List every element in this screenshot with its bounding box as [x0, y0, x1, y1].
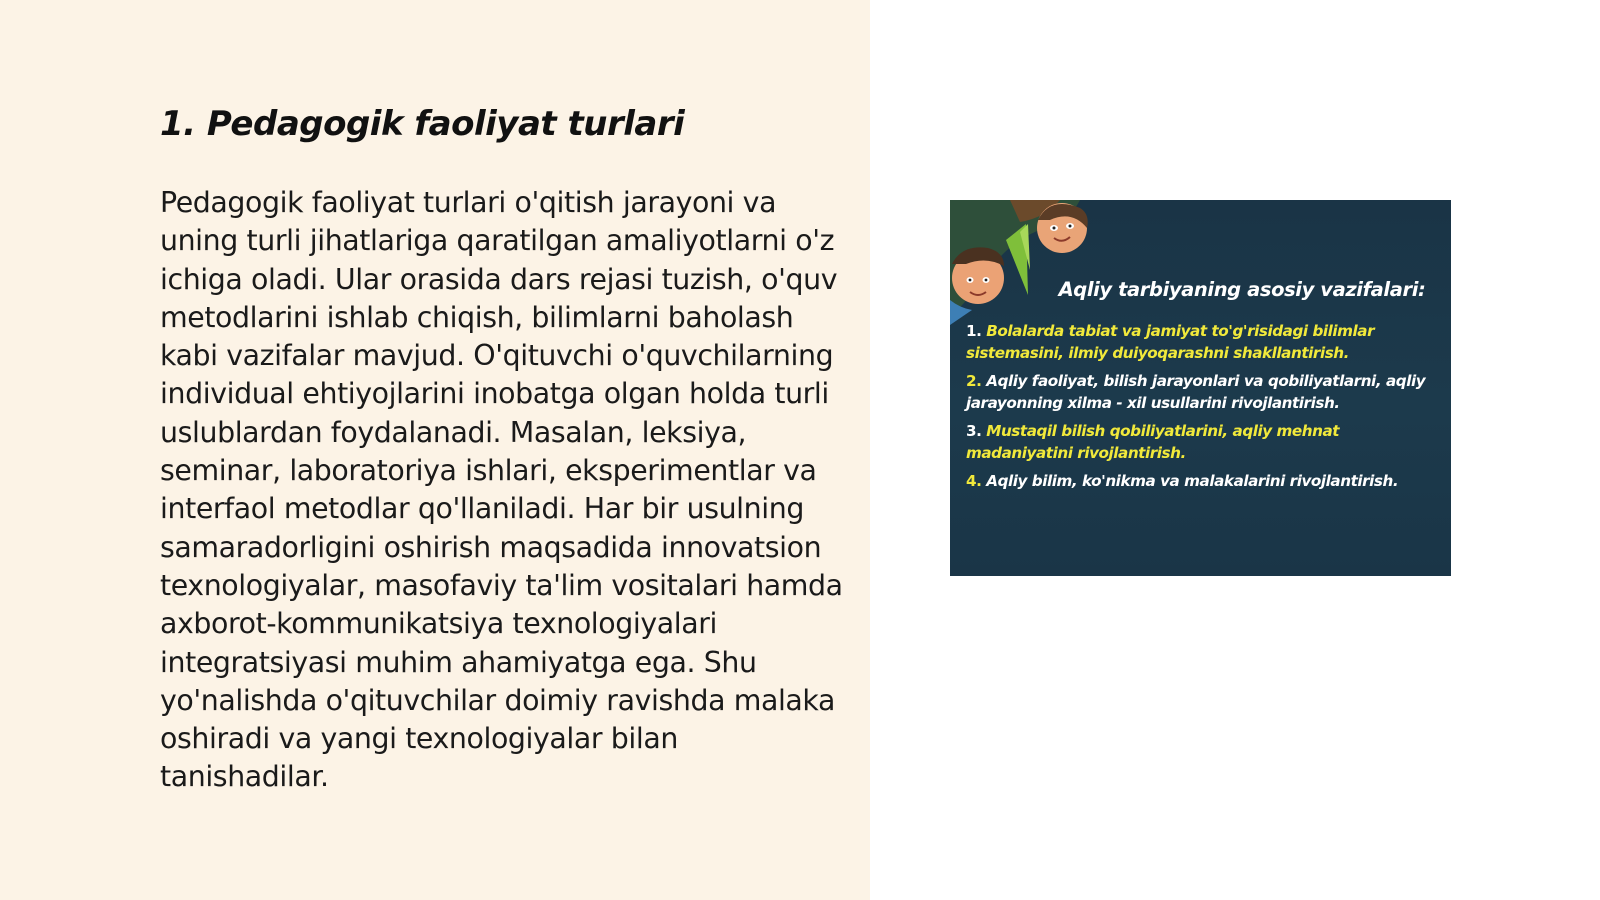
slide-heading: 1. Pedagogik faoliyat turlari — [160, 104, 685, 144]
task-number: 3. — [966, 422, 982, 440]
task-number: 4. — [966, 472, 982, 490]
task-text: Aqliy faoliyat, bilish jarayonlari va qobiliyatlarni, aqliy jarayonning xilma - xil usullarini rivojlantirish. — [966, 372, 1426, 412]
image-title: Aqliy tarbiyaning asosiy vazifalari: — [1058, 278, 1426, 301]
cartoon-children-illustration — [950, 200, 1120, 325]
task-list — [966, 320, 1434, 498]
task-number: 2. — [966, 372, 982, 390]
task-item-3 — [966, 420, 1434, 464]
task-item-2 — [966, 370, 1434, 414]
task-item-4 — [966, 470, 1434, 492]
task-item-1 — [966, 320, 1434, 364]
task-text: Bolalarda tabiat va jamiyat to'g'risidagi bilimlar sistemasini, ilmiy duiyoqarashni shakllantirish. — [966, 322, 1375, 362]
slide-image — [950, 200, 1451, 576]
slide-body-text: Pedagogik faoliyat turlari o'qitish jarayoni va uning turli jihatlariga qaratilgan amaliyotlarni o'z ichiga oladi. Ular orasida dars rejasi tuzish, o'quv metodlarini ishlab chiqish, bilimlarni baholash kabi vazifalar mavjud. O'qituvchi o'quvchilarning individual ehtiyojlarini inobatga olgan holda turli uslublardan foydalanadi. Masalan, leksiya, seminar, laboratoriya ishlari, eksperimentlar va interfaol metodlar qo'llaniladi. Har bir usulning samaradorligini oshirish maqsadida innovatsion texnologiyalar, masofaviy ta'lim vositalari hamda axborot-kommunikatsiya texnologiyalari integratsiyasi muhim ahamiyatga ega. Shu yo'nalishda o'qituvchilar doimiy ravishda malaka oshiradi va yangi texnologiyalar bilan tanishadilar. — [160, 186, 843, 794]
task-text: Mustaqil bilish qobiliyatlarini, aqliy mehnat madaniyatini rivojlantirish. — [966, 422, 1340, 462]
task-text: Aqliy bilim, ko'nikma va malakalarini rivojlantirish. — [986, 472, 1399, 490]
task-number: 1. — [966, 322, 982, 340]
